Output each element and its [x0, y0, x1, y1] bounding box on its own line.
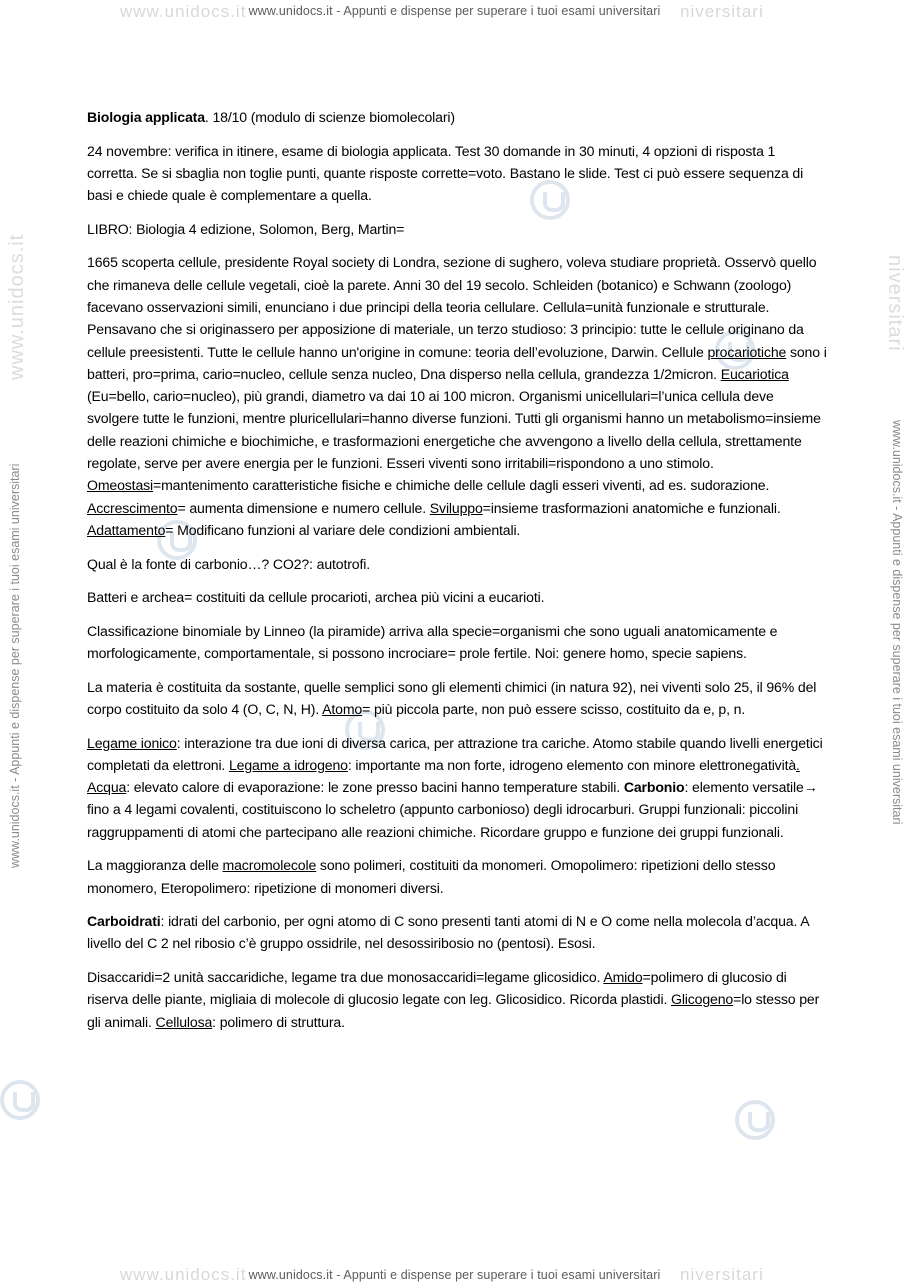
paragraph-matter: [87, 676, 827, 721]
watermark-faint-bottom-right: niversitari: [680, 1265, 764, 1284]
term-sviluppo: Sviluppo: [429, 499, 483, 516]
paragraph-cells: [87, 251, 827, 541]
text: 1665 scoperta cellule, presidente Royal society di Londra, sezione di sughero, voleva studiare proprietà. Osservò quello che rimaneva delle cellule vegetali, cioè la parete. Anni 30 del 19 secolo. Schleiden (botanico) e Schwann (zoologo) facevano osservazioni simili, enunciano i due principi della teoria cellulare. Cellula=unità funzionale e strutturale. Pensavano che si originassero per apposizione di materiale, un terzo studioso: 3 principio: tutte le cellule originano da cellule preesistenti. Tutte le cellule hanno un'origine in comune: teoria dell’evoluzione, Darwin. Cellule: [87, 254, 817, 360]
unidocs-logo-icon: [0, 1080, 40, 1120]
text: : idrati del carbonio, per ogni atomo di C sono presenti tanti atomi di N e O come nella molecola d’acqua. A livello del C 2 nel ribosio c’è gruppo ossidrile, nel desossiribosio no (pentosi). Esosi.: [87, 913, 809, 952]
term-legame-ionico: Legame ionico: [87, 734, 177, 751]
paragraph-title: [87, 106, 827, 128]
paragraph-carbon-source: Qual è la fonte di carbonio…? CO2?: autotrofi.: [87, 555, 370, 572]
paragraph-classification: Classificazione binomiale by Linneo (la piramide) arriva alla specie=organismi che sono uguali anatomicamente e morfologicamente, comportamentale, si possono incrociare= prole fertile. Noi: genere homo, specie sapiens.: [87, 622, 778, 662]
term-glicogeno: Glicogeno: [671, 991, 734, 1008]
watermark-faint-top-left: www.unidocs.it: [120, 2, 247, 21]
paragraph-exam: 24 novembre: verifica in itinere, esame di biologia applicata. Test 30 domande in 30 minuti, 4 opzioni di risposta 1 corretta. Se si sbaglia non toglie punti, quante risposte corrette=voto. Bastano le slide. Test ci può essere sequenza di basi e chiede quale è complementare a quella.: [87, 142, 804, 204]
watermark-faint-bottom-left: www.unidocs.it: [120, 1265, 247, 1284]
watermark-faint-top-right: niversitari: [680, 2, 764, 21]
paragraph-bacteria: Batteri e archea= costituiti da cellule procarioti, archea più vicini a eucarioti.: [87, 589, 545, 606]
term-macromolecole: macromolecole: [222, 857, 317, 874]
text: =mantenimento caratteristiche fisiche e chimiche delle cellule dagli esseri viventi, ad es. sudorazione.: [153, 477, 770, 494]
text: : polimero di struttura.: [212, 1013, 345, 1030]
text: : elemento versatile: [684, 779, 804, 796]
term-atomo: Atomo: [322, 700, 363, 717]
text: : importante ma non forte, idrogeno elemento con minore elettronegatività: [347, 756, 797, 773]
term-adattamento: Adattamento: [87, 521, 166, 538]
text: = Modificano funzioni al variare dele condizioni ambientali.: [165, 521, 521, 538]
term-acqua: . Acqua: [87, 756, 800, 796]
arrow-icon: →: [803, 779, 818, 796]
watermark-top: www.unidocs.it - Appunti e dispense per superare i tuoi esami universitari: [248, 4, 661, 18]
term-eucariotica: Eucariotica: [720, 365, 789, 382]
text: (Eu=bello, cario=nucleo), più grandi, diametro va dai 10 ai 100 micron. Organismi unicellulari=l’unica cellula deve svolgere tutte le funzioni, mentre pluricellulari=hanno diverse funzioni. Tutti gli organismi hanno un metabolismo=insieme delle reazioni chimiche e biochimiche, e trasformazioni energetiche che avvengono a livello della cellula, strettamente regolate, serve per avere energia per le funzioni. Esseri viventi sono irritabili=rispondono a uno stimolo.: [87, 388, 821, 472]
watermark-side-right: www.unidocs.it - Appunti e dispense per superare i tuoi esami universitari: [890, 420, 904, 825]
text: La maggioranza delle: [87, 857, 223, 874]
paragraph-bonds: [87, 732, 827, 843]
text: =polimero di glucosio di riserva delle piante, migliaia di molecole di glucosio legate con leg. Glicosidico. Ricorda plastidi.: [87, 969, 787, 1008]
term-amido: Amido: [603, 969, 643, 986]
text: sono polimeri, costituiti da monomeri. Omopolimero: ripetizioni dello stesso monomero, Eteropolimero: ripetizione di monomeri diversi.: [87, 857, 776, 896]
paragraph-carbohydrates: [87, 910, 827, 955]
term-procariotiche: procariotiche: [707, 343, 787, 360]
unidocs-logo-icon: [735, 1100, 775, 1140]
text: = aumenta dimensione e numero cellule.: [177, 499, 430, 516]
watermark-side-left-faint: www.unidocs.it: [6, 233, 28, 380]
text: Disaccaridi=2 unità saccaridiche, legame tra due monosaccaridi=legame glicosidico.: [87, 969, 604, 986]
watermark-side-left: www.unidocs.it - Appunti e dispense per superare i tuoi esami universitari: [8, 463, 22, 868]
watermark-bottom: www.unidocs.it - Appunti e dispense per superare i tuoi esami universitari: [248, 1268, 661, 1282]
paragraph-book: LIBRO: Biologia 4 edizione, Solomon, Berg, Martin=: [87, 220, 405, 237]
term-omeostasi: Omeostasi: [87, 477, 154, 494]
watermark-side-right-faint: niversitari: [884, 255, 906, 352]
text: = più piccola parte, non può essere scisso, costituito da e, p, n.: [362, 700, 746, 717]
text: : elevato calore di evaporazione: le zone presso bacini hanno temperature stabili.: [126, 779, 624, 796]
text: fino a 4 legami covalenti, costituiscono lo scheletro (appunto carbonioso) degli idrocarburi. Gruppi funzionali: piccolini raggruppamenti di atomi che partecipano alle reazioni chimiche. Ricordare gruppo e funzione dei gruppi funzionali.: [87, 801, 799, 840]
term-cellulosa: Cellulosa: [155, 1013, 213, 1030]
document-title: Biologia applicata: [87, 109, 205, 125]
text: sono i batteri, pro=prima, cario=nucleo, cellule senza nucleo, Dna disperso nella cellula, grandezza 1/2micron.: [87, 343, 827, 382]
text: =lo stesso per gli animali.: [87, 991, 820, 1030]
term-accrescimento: Accrescimento: [87, 499, 178, 516]
term-carbonio: Carbonio: [623, 779, 685, 796]
document-body: [87, 106, 827, 1044]
term-carboidrati: Carboidrati: [87, 913, 161, 930]
title-rest: . 18/10 (modulo di scienze biomolecolari): [204, 109, 455, 125]
term-legame-idrogeno: Legame a idrogeno: [228, 756, 348, 773]
paragraph-disaccharides: [87, 966, 827, 1033]
text: =insieme trasformazioni anatomiche e funzionali.: [482, 499, 781, 516]
text: La materia è costituita da sostante, quelle semplici sono gli elementi chimici (in natura 92), nei viventi solo 25, il 96% del corpo costituito da solo 4 (O, C, N, H).: [87, 678, 817, 717]
text: : interazione tra due ioni di diversa carica, per attrazione tra cariche. Atomo stabile quando livelli energetici completati da elettroni.: [87, 734, 823, 773]
paragraph-macromolecules: [87, 854, 827, 899]
